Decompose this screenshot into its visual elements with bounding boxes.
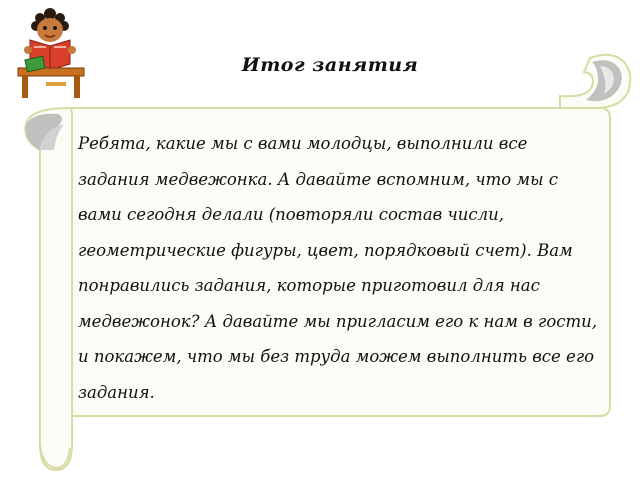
page-title: Итог занятия xyxy=(241,54,419,76)
child-reading-book-icon xyxy=(12,4,90,100)
body-text: Ребята, какие мы с вами молодцы, выполнили все задания медвежонка. А давайте вспомним, что мы с вами сегодня делали (повторяли состав числи, геометрические фигуры, цвет, порядковый счет). Вам понравились задания, которые приготовил для нас медвежонок? А давайте мы пригласим его к нам в гости, и покажем, что мы без труда можем выполнить все его задания. xyxy=(78,134,598,402)
